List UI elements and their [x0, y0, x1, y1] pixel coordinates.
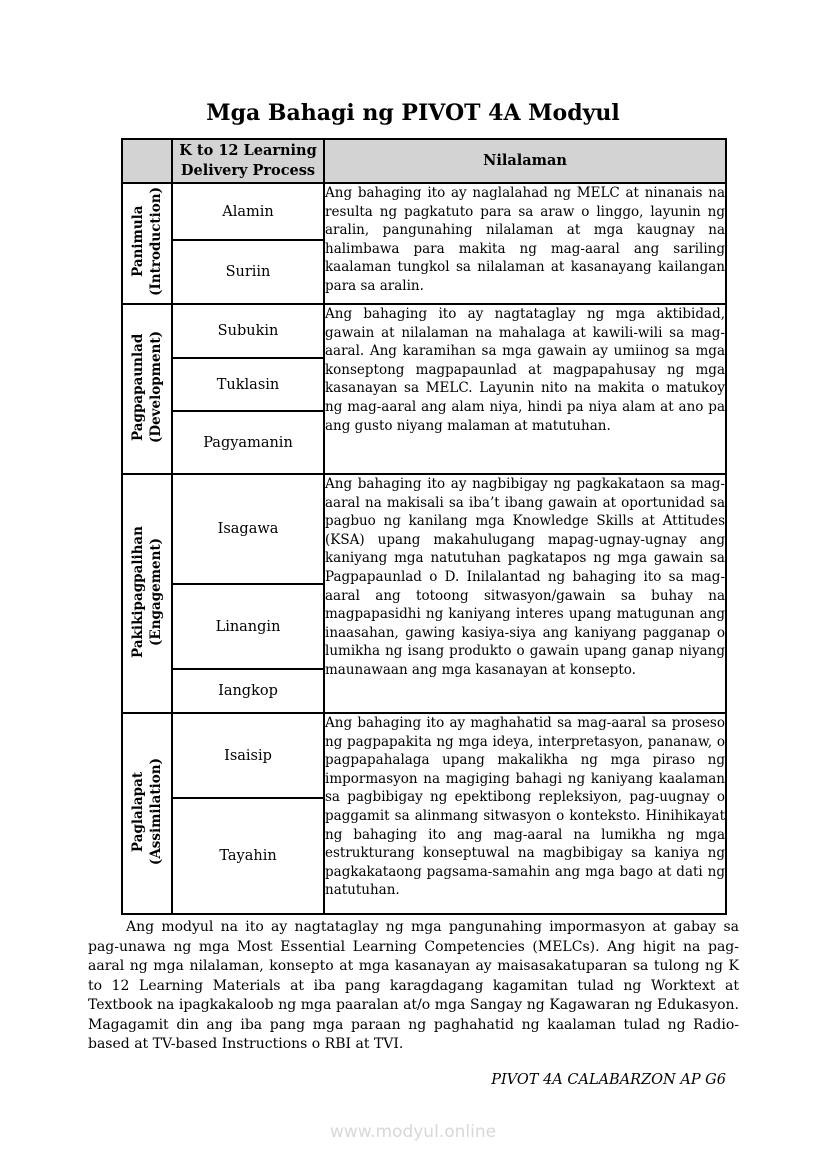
step-tuklasin: Tuklasin — [172, 358, 324, 411]
table-header-row — [122, 139, 726, 183]
step-suriin: Suriin — [172, 240, 324, 304]
content-panimula — [324, 183, 726, 304]
section-label-line: (Introduction) — [148, 187, 164, 296]
content-text: Ang bahaging ito ay nagtataglay ng mga aktibidad, gawain at nilalaman na mahalaga at kawili-wili sa mag-aaral. Ang karamihan sa mga gawain ay umiinog sa mga konseptong magpapaunlad at magpapahusay ng mga kasanayan sa MELC. Layunin nito na makita o matukoy ng mag-aaral ang alam niya, hindi pa niya alam at ano pa ang gusto niyang malaman at matutuhan. — [325, 306, 725, 434]
content-text: Ang bahaging ito ay maghahatid sa mag-aaral sa proseso ng pagpapakita ng mga ideya, interpretasyon, pananaw, o pagpapahalaga upang makalikha ng mga piraso ng impormasyon na magiging bahagi ng kaniyang kaalaman sa pagbibigay ng epektibong repleksiyon, pag-uugnay o paggamit sa alinmang sitwasyon o konteksto. Hinihikayat ng bahaging ito ang mag-aaral na lumikha ng mga estrukturang konseptuwal na magbibigay sa kaniya ng pagkakataong pagsama-samahin ang mga bago at dati ng natutuhan. — [325, 715, 725, 899]
step-alamin: Alamin — [172, 183, 324, 240]
step-isaisip: Isaisip — [172, 713, 324, 798]
section-label-line: Pagpapaunlad — [129, 333, 146, 441]
module-parts-table — [121, 138, 727, 915]
content-pagpapaunlad — [324, 304, 726, 474]
step-isagawa: Isagawa — [172, 474, 324, 584]
corner-cell — [122, 139, 172, 183]
section-label-paglalapat — [122, 713, 172, 914]
section-label-line: Pakikipagpalihan — [129, 525, 146, 658]
section-label-panimula — [122, 183, 172, 304]
table-row — [122, 304, 726, 358]
footer-text: PIVOT 4A CALABARZON AP G6 — [491, 1072, 726, 1088]
section-label-line: (Engagement) — [148, 537, 164, 646]
section-label-line: (Assimilation) — [148, 757, 164, 866]
body-paragraph: Ang modyul na ito ay nagtataglay ng mga pangunahing impormasyon at gabay sa pag-unawa ng mga Most Essential Learning Competencies (MELCs). Ang higit na pag-aaral ng mga nilalaman, konsepto at mga kasanayan ay maisasakatuparan sa tulong ng K to 12 Learning Materials at iba pang karagdagang kagamitan tulad ng Worktext at Textbook na ipagkakaloob ng mga paaralan at/o mga Sangay ng Kagawaran ng Edukasyon. Magagamit din ang iba pang mga paraan ng paghahatid ng kaalaman tulad ng Radio-based at TV-based Instructions o RBI at TVI. — [88, 919, 739, 1052]
vertical-label — [129, 526, 165, 658]
section-label-line: (Development) — [148, 330, 164, 443]
col-header-process: K to 12 Learning Delivery Process — [172, 139, 324, 183]
section-label-pakikipagpalihan — [122, 474, 172, 713]
step-linangin: Linangin — [172, 584, 324, 669]
content-paglalapat — [324, 713, 726, 914]
table-row — [122, 183, 726, 240]
col-header-content: Nilalaman — [324, 139, 726, 183]
vertical-label — [129, 331, 165, 443]
watermark: www.modyul.online — [329, 1122, 497, 1142]
step-iangkop: Iangkop — [172, 669, 324, 713]
content-pakikipagpalihan — [324, 474, 726, 713]
vertical-label — [129, 758, 165, 865]
step-pagyamanin: Pagyamanin — [172, 411, 324, 474]
step-subukin: Subukin — [172, 304, 324, 358]
table-row — [122, 474, 726, 584]
table-row — [122, 713, 726, 798]
vertical-label — [129, 187, 165, 296]
content-text: Ang bahaging ito ay nagbibigay ng pagkakataon sa mag-aaral na makisali sa iba’t ibang gawain at oportunidad sa pagbuo ng kanilang mga Knowledge Skills at Attitudes (KSA) upang makahulugang mapag-ugnay-ugnay ang kaniyang mga natutuhan pagkatapos ng mga gawain sa Pagpapaunlad o D. Inilalantad ng bahaging ito sa mag-aaral ang totoong sitwasyon/gawain sa buhay na magpapasidhi ng kaniyang interes upang matugunan ang inaasahan, gawing kasiya-siya ang kaniyang pagganap o lumikha ng isang produkto o gawain upang ganap niyang maunawaan ang mga kasanayan at konsepto. — [325, 476, 725, 678]
section-label-pagpapaunlad — [122, 304, 172, 474]
page-title: Mga Bahagi ng PIVOT 4A Modyul — [206, 100, 620, 126]
section-label-line: Paglalapat — [129, 771, 146, 852]
content-text: Ang bahaging ito ay naglalahad ng MELC at ninanais na resulta ng pagkatuto para sa araw o linggo, layunin ng aralin, pangunahing nilalaman at mga kaugnay na halimbawa para makita ng mag-aaral ang sariling kaalaman tungkol sa nilalaman at kasanayang kailangan para sa aralin. — [325, 185, 725, 294]
step-tayahin: Tayahin — [172, 798, 324, 914]
section-label-line: Panimula — [129, 205, 146, 278]
